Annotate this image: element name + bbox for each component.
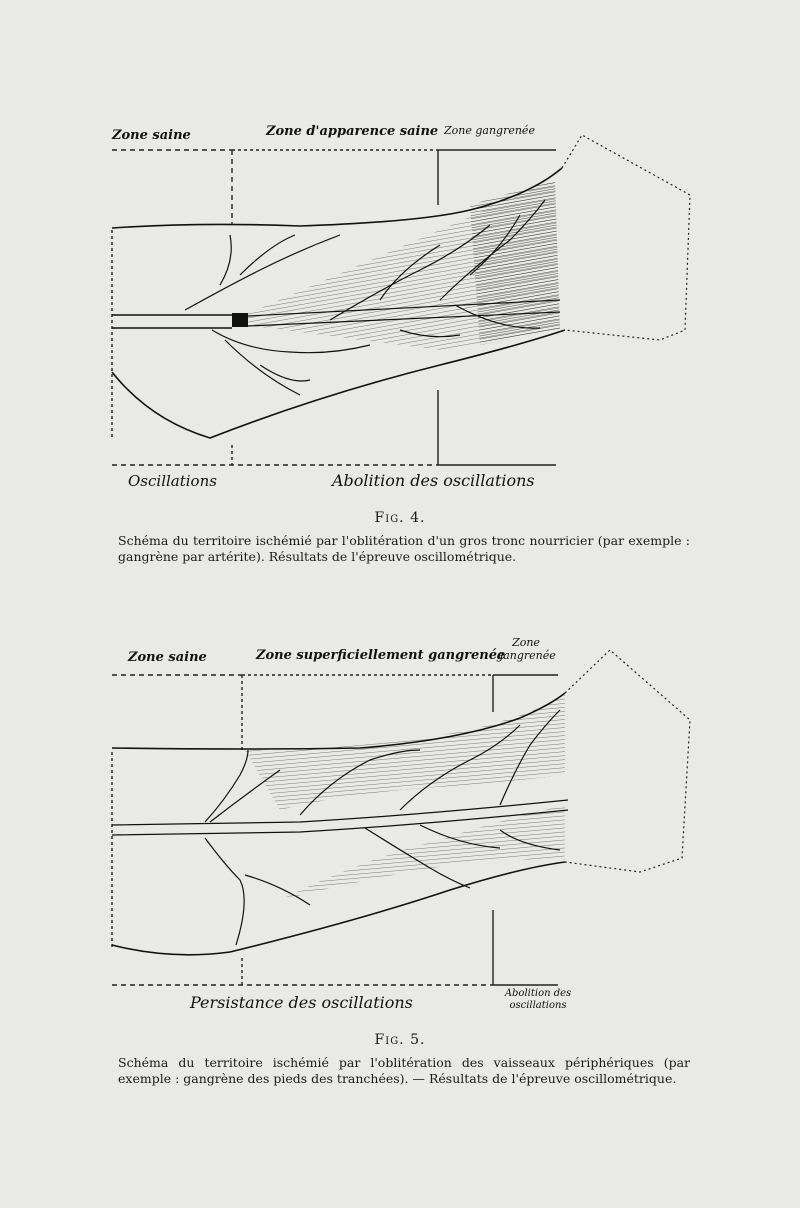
fig5-limb bbox=[112, 650, 690, 955]
fig4-label-zone-apparence: Zone d'apparence saine bbox=[266, 124, 439, 139]
fig4-label-abolition: Abolition des oscillations bbox=[332, 471, 535, 490]
fig5-label-abolition: Abolition des oscillations bbox=[504, 988, 572, 1011]
fig4-number: Fig. 4. bbox=[374, 510, 426, 526]
fig5-label-zone-gangrenee: Zone gangrenée bbox=[496, 636, 556, 662]
fig5-diagram bbox=[0, 600, 800, 1208]
fig4-label-oscillations: Oscillations bbox=[128, 472, 217, 490]
fig5-label-persistance: Persistance des oscillations bbox=[190, 993, 413, 1012]
fig4-label-zone-saine: Zone saine bbox=[112, 128, 191, 143]
fig5-label-zone-superficiellement: Zone superficiellement gangrenée bbox=[256, 648, 506, 663]
fig5-number: Fig. 5. bbox=[374, 1032, 426, 1048]
fig5-label-zone-saine: Zone saine bbox=[128, 650, 207, 665]
fig4-caption: Schéma du territoire ischémié par l'oblitération d'un gros tronc nourricier (par exemple : gangrène par artérite). Résultats de l'épreuve oscillométrique. bbox=[118, 533, 690, 564]
figure-5 bbox=[0, 600, 800, 1208]
figure-4 bbox=[0, 0, 800, 600]
fig4-label-zone-gangrenee: Zone gangrenée bbox=[444, 124, 535, 137]
fig5-caption: Schéma du territoire ischémié par l'oblitération des vaisseaux périphériques (par exemple : gangrène des pieds des tranchées). — Résultats de l'épreuve oscillométrique. bbox=[118, 1055, 690, 1086]
fig4-limb bbox=[112, 135, 690, 438]
